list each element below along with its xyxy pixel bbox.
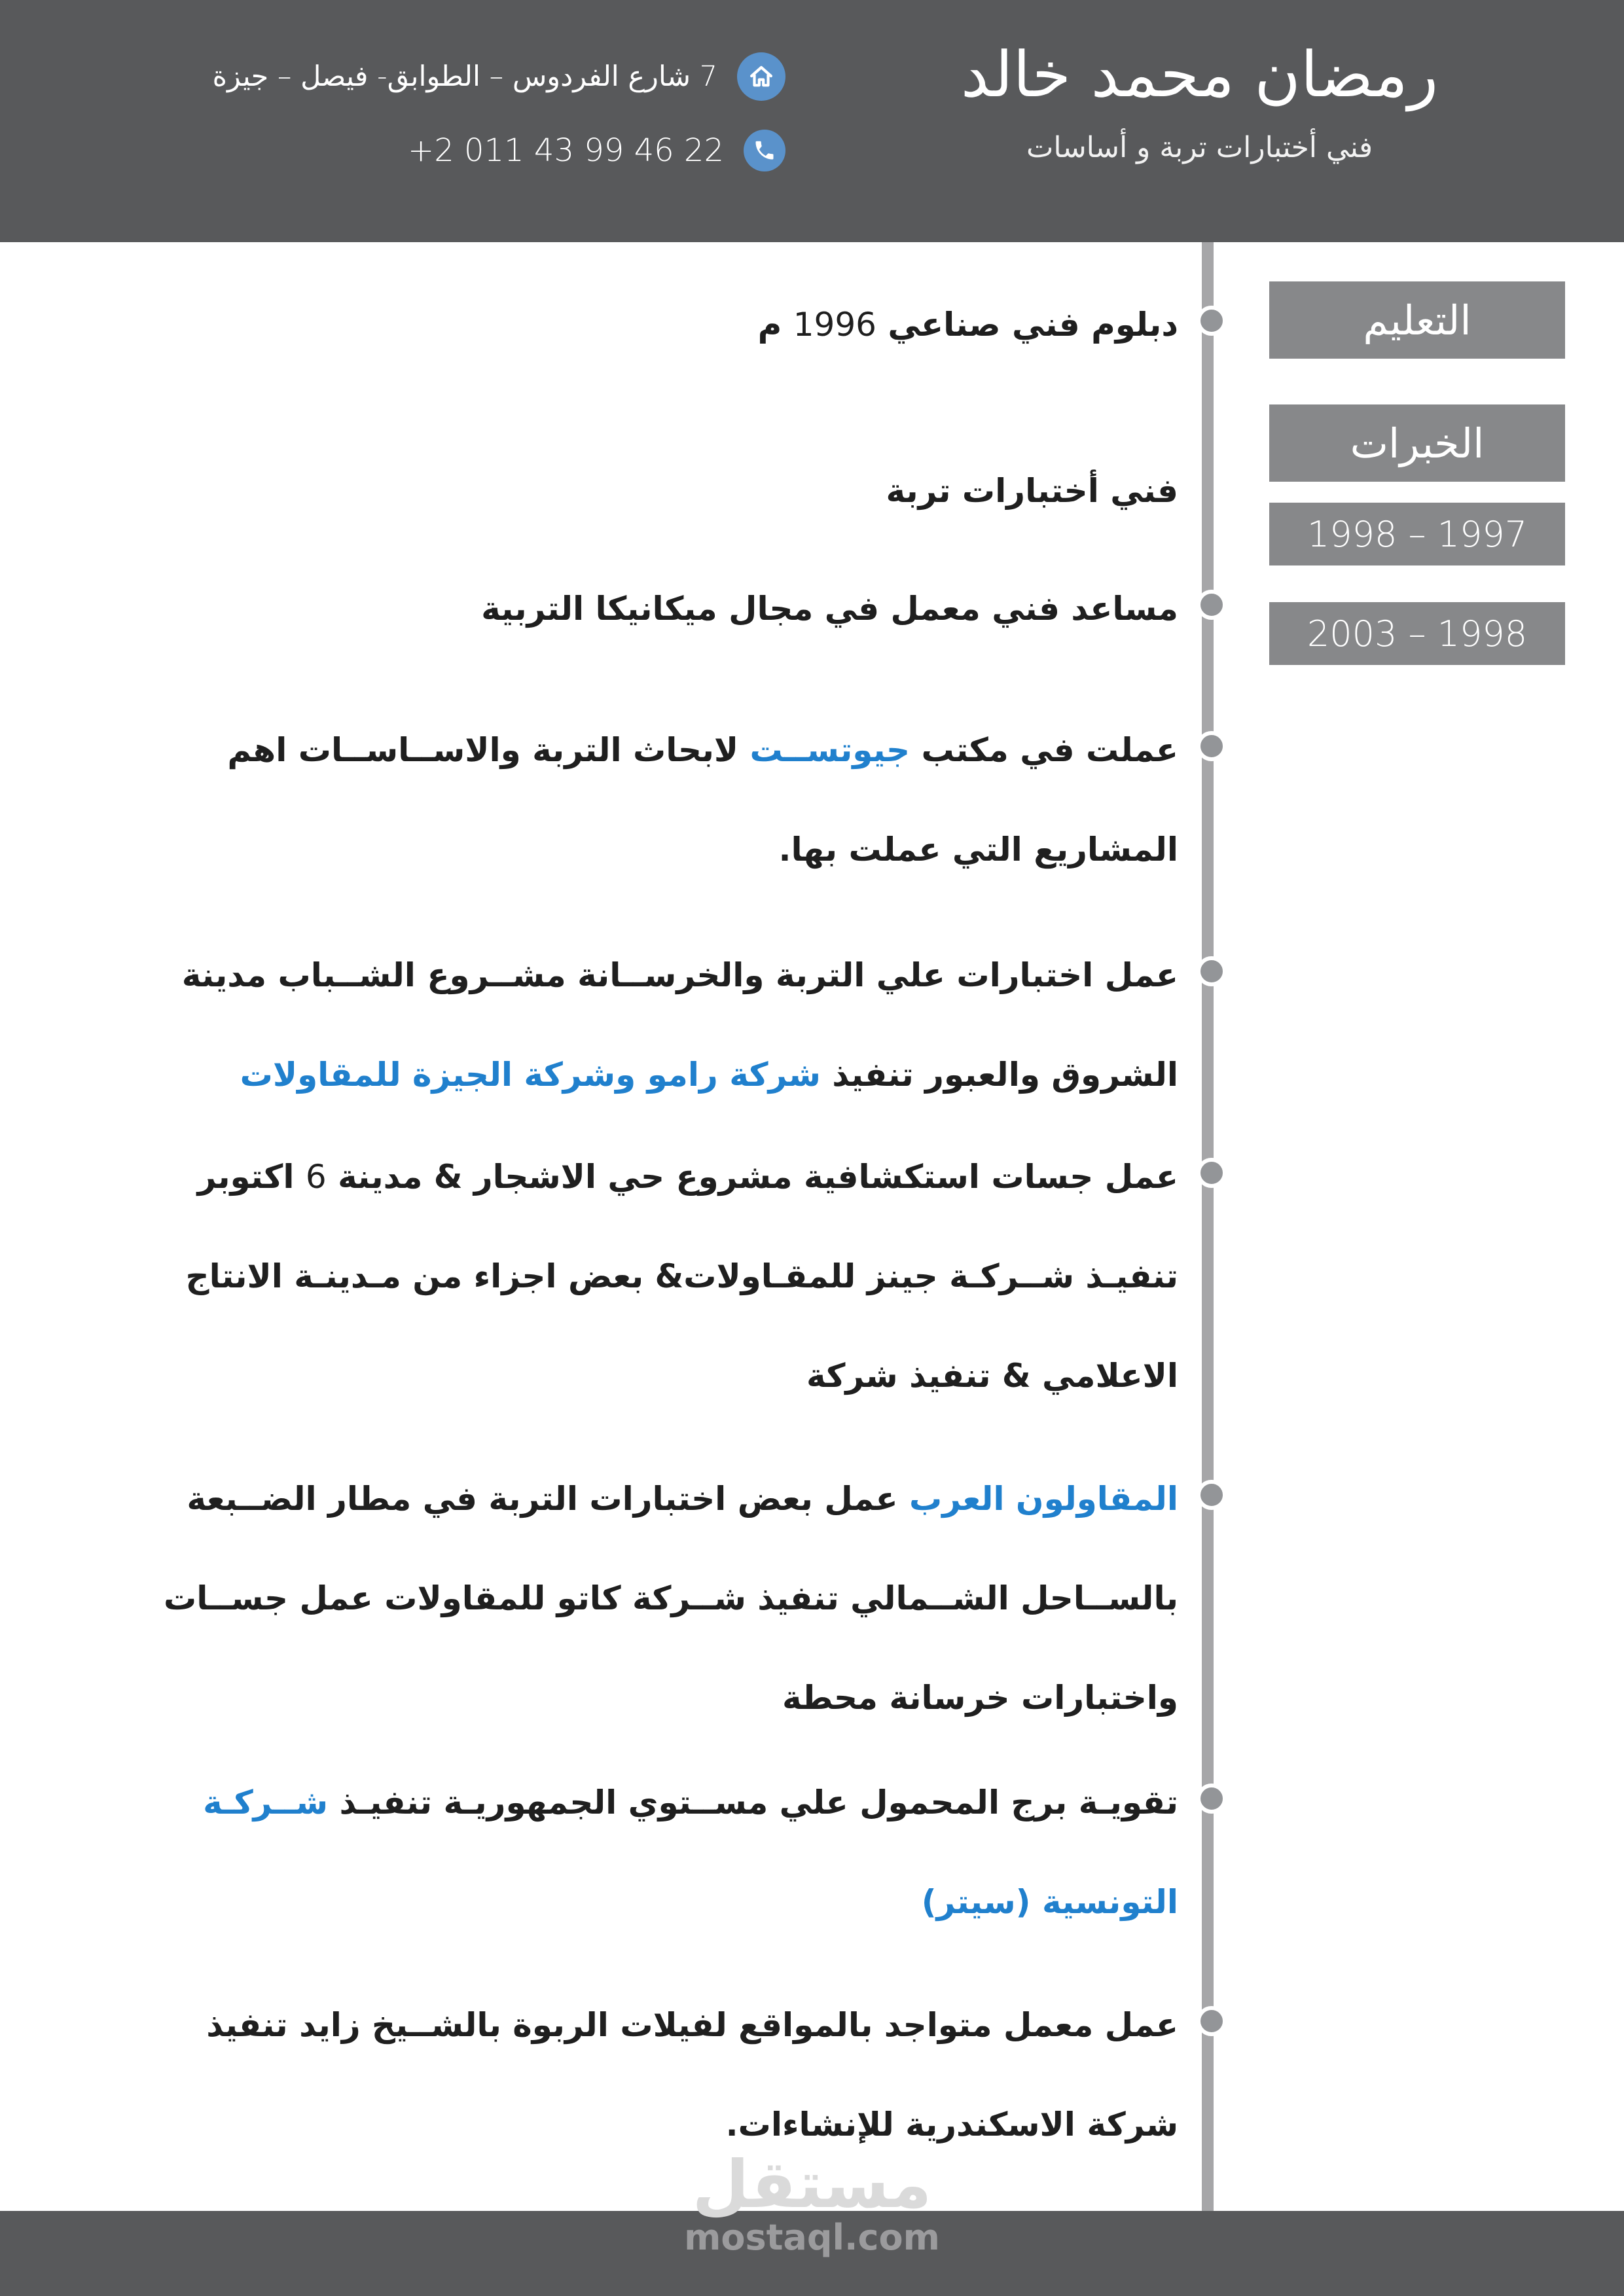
text-line [56,441,1178,541]
timeline-item [56,1753,1178,1952]
text-line [56,800,1178,899]
watermark-logo: مستقل [692,2146,932,2223]
phone-text: +2 011 43 99 46 22 [408,132,724,169]
text-segment: شركة الاسكندرية للإنشاءات. [725,2106,1178,2144]
watermark-domain: mostaql.com [684,2217,940,2258]
text-line [56,1648,1178,1748]
timeline-item [56,1975,1178,2174]
timeline-dot [1197,1480,1227,1510]
text-line [56,1326,1178,1426]
text-segment: الاعلامي & تنفيذ شركة [806,1357,1178,1395]
timeline-dot [1197,590,1227,620]
section-header-experience: الخبرات [1269,404,1565,482]
contact-block [39,52,785,171]
company-link[interactable]: شــركـة [203,1784,329,1821]
person-name: رمضان محمد خالد [960,38,1439,111]
text-line [56,1025,1178,1124]
numeral: 6 [305,1158,327,1196]
date-range-badge: 1997 – 1998 [1269,503,1565,565]
text-line [56,925,1178,1025]
text-line [56,559,1178,658]
text-line [56,1753,1178,1852]
title-block [812,38,1587,164]
phone-row [408,130,785,171]
header [0,0,1624,242]
text-segment: واختبارات خرسانة محطة [782,1679,1178,1717]
timeline-dot [1197,1784,1227,1814]
text-segment: عمل بعض اختبارات التربة في مطار الضــبعة [187,1480,910,1518]
text-segment: المشاريع التي عملت بها. [778,831,1178,869]
text-line [56,275,1178,374]
timeline-dot [1197,2006,1227,2036]
text-segment: بالســاحل الشــمالي تنفيذ شــركة كاتو للمقاولات عمل جســات [163,1579,1178,1617]
text-segment: الشروق والعبور تنفيذ [820,1056,1178,1094]
date-range-badge: 1998 – 2003 [1269,602,1565,665]
address-text: 7 شارع الفردوس – الطوابق- فيصل – جيزة [212,60,717,93]
address-row [212,52,785,101]
timeline-dot [1197,956,1227,986]
text-segment: تنفيـذ شــركـة جينز للمقـاولات& بعض اجزاء من مـدينـة الانتاج [185,1257,1178,1295]
job-title: فني أختبارات تربة و أساسات [1026,131,1373,164]
text-segment: دبلوم فني صناعي [876,306,1178,344]
text-segment: مساعد فني معمل في مجال ميكانيكا التربية [481,590,1178,628]
timeline-dot [1197,1158,1227,1188]
text-segment: عمل جسات استكشافية مشروع حي الاشجار & مدينة [326,1158,1178,1196]
text-segment: لابحاث التربة والاســاســات اهم [227,731,750,769]
timeline-item [56,441,1178,541]
text-segment: م [757,306,793,344]
timeline-item [56,559,1178,658]
timeline-item [56,700,1178,899]
company-link[interactable]: المقاولون العرب [909,1480,1178,1518]
text-line [56,700,1178,800]
home-icon [737,52,785,101]
company-link[interactable]: التونسية (سيتر) [921,1883,1178,1921]
timeline-item [56,1449,1178,1748]
text-segment: عمل معمل متواجد بالمواقع لفيلات الربوة بالشــيخ زايد تنفيذ [206,2006,1178,2044]
text-segment: عملت في مكتب [910,731,1178,769]
text-line [56,1127,1178,1227]
company-link[interactable]: شركة رامو وشركة الجيزة للمقاولات [240,1056,821,1094]
numeral: 1996 [793,306,876,344]
timeline-dot [1197,731,1227,761]
text-line [56,1449,1178,1549]
timeline-item [56,925,1178,1124]
text-segment: فني أختبارات تربة [886,472,1178,510]
text-line [56,1227,1178,1326]
timeline-item [56,1127,1178,1426]
timeline-item-education [56,275,1178,374]
text-line [56,1549,1178,1648]
phone-icon [744,130,785,171]
text-line [56,1852,1178,1952]
timeline-line [1202,242,1214,2211]
text-segment: اكتوبر [197,1158,306,1196]
text-line [56,1975,1178,2075]
text-segment: عمل اختبارات علي التربة والخرســانة مشــروع الشــباب مدينة [181,956,1178,994]
company-link[interactable]: جيوتســت [749,731,911,769]
timeline-dot [1197,306,1227,336]
section-header-education: التعليم [1269,281,1565,359]
text-segment: تقويـة برج المحمول علي مســتوي الجمهوريـة تنفيـذ [328,1784,1178,1821]
